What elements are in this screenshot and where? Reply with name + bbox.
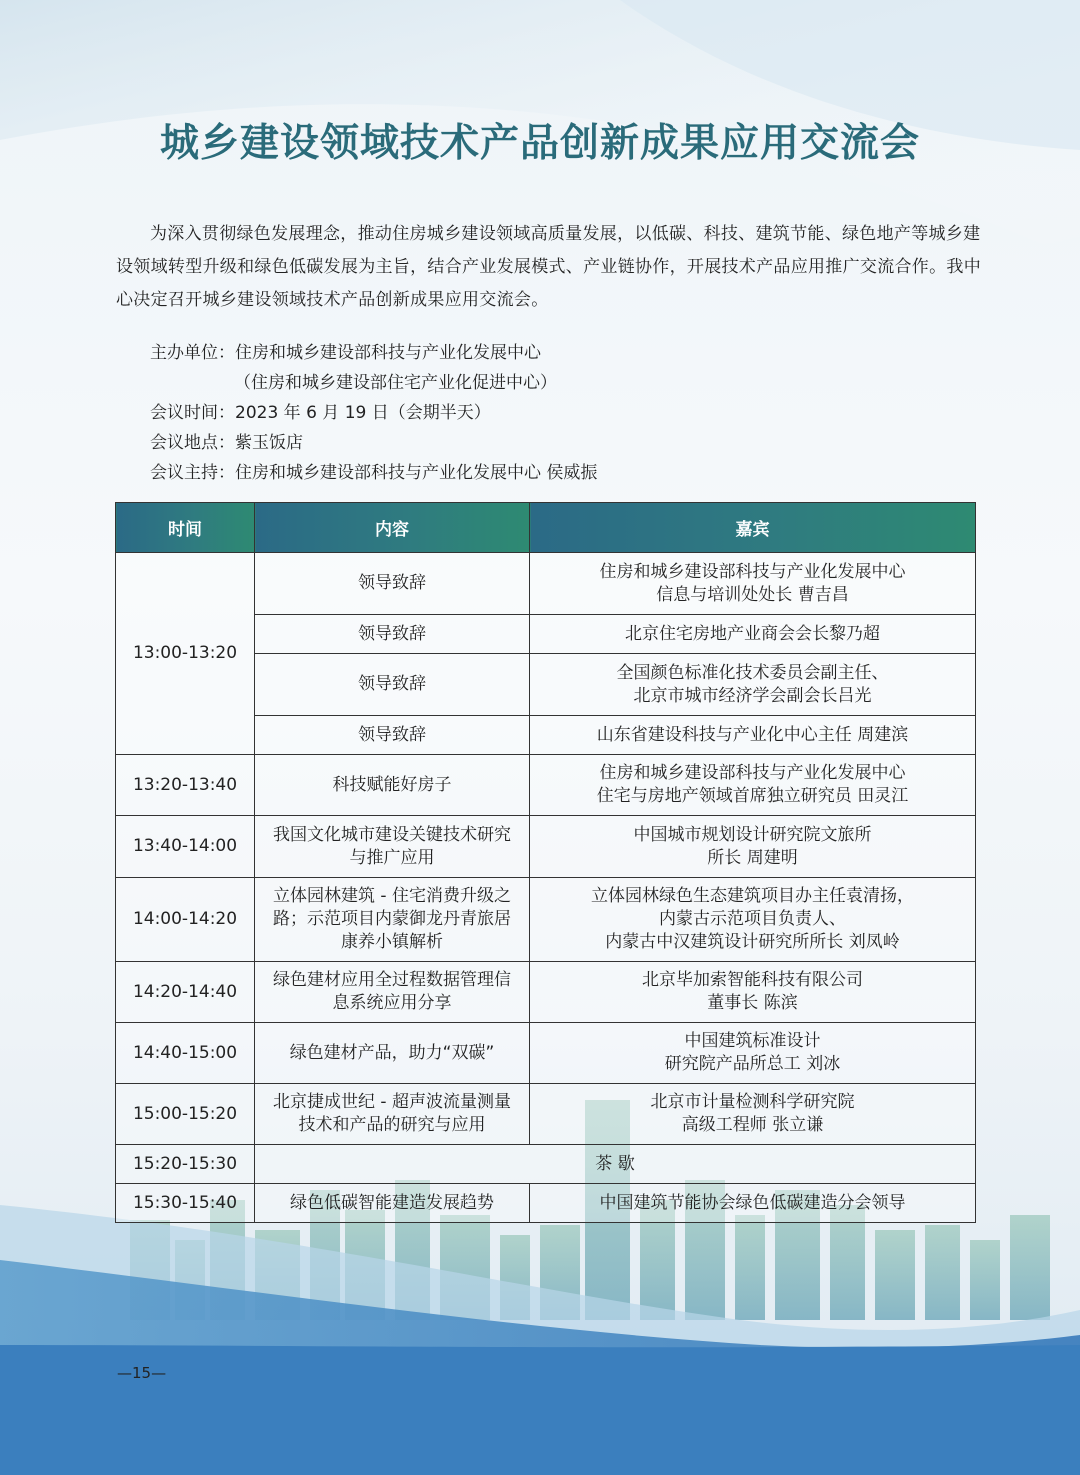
organizer-alt: （住房和城乡建设部住宅产业化促进中心） — [234, 373, 557, 393]
header-guest: 嘉宾 — [530, 503, 976, 553]
guest-cell — [530, 553, 976, 615]
meeting-info — [150, 338, 597, 488]
schedule-table — [115, 502, 976, 1223]
topic-cell — [255, 816, 530, 878]
time-cell: 14:00-14:20 — [116, 878, 255, 962]
topic-line: 康养小镇解析 — [341, 932, 443, 952]
guest-line: 全国颜色标准化技术委员会副主任、 — [616, 662, 889, 683]
guest-line: 住房和城乡建设部科技与产业化发展中心 — [599, 561, 906, 582]
time-cell: 15:00-15:20 — [116, 1084, 255, 1145]
topic-cell: 领导致辞 — [255, 716, 530, 755]
guest-line: 北京毕加索智能科技有限公司 — [642, 970, 863, 990]
guest-cell — [530, 1184, 976, 1223]
guest-line: 北京市城市经济学会副会长吕光 — [633, 685, 872, 706]
time-cell: 13:00-13:20 — [116, 553, 255, 755]
guest-line: 住房和城乡建设部科技与产业化发展中心 — [599, 763, 906, 783]
page-number: —15— — [117, 1364, 167, 1382]
guest-cell — [530, 816, 976, 878]
table-row — [116, 878, 976, 962]
guest-line: 中国建筑节能协会绿色低碳建造分会领导 — [599, 1192, 906, 1213]
topic-line: 技术和产品的研究与应用 — [298, 1115, 486, 1135]
time-cell: 15:20-15:30 — [116, 1145, 255, 1184]
table-header-row — [116, 503, 976, 553]
meeting-venue: 会议地点：紫玉饭店 — [150, 433, 303, 453]
table-row — [116, 816, 976, 878]
guest-line: 北京住宅房地产业商会会长黎乃超 — [625, 623, 880, 644]
topic-cell: 领导致辞 — [255, 615, 530, 654]
guest-cell — [530, 962, 976, 1023]
topic-cell: 绿色低碳智能建造发展趋势 — [255, 1184, 530, 1223]
guest-line: 立体园林绿色生态建筑项目办主任袁清扬， — [591, 886, 914, 906]
time-cell: 13:20-13:40 — [116, 755, 255, 816]
break-cell: 茶 歇 — [255, 1145, 976, 1184]
table-row — [116, 755, 976, 816]
topic-cell — [255, 1084, 530, 1145]
intro-paragraph: 为深入贯彻绿色发展理念，推动住房城乡建设领域高质量发展，以低碳、科技、建筑节能、绿色地产等城乡建设领域转型升级和绿色低碳发展为主旨，结合产业发展模式、产业链协作，开展技术产品应用推广交流合作。我中心决定召开城乡建设领域技术产品创新成果应用交流会。 — [116, 224, 981, 310]
guest-cell — [530, 654, 976, 716]
page-title: 城乡建设领域技术产品创新成果应用交流会 — [159, 121, 920, 166]
topic-cell — [255, 878, 530, 962]
topic-line: 立体园林建筑 - 住宅消费升级之 — [273, 886, 511, 906]
guest-cell — [530, 878, 976, 962]
topic-cell — [255, 962, 530, 1023]
organizer: 主办单位：住房和城乡建设部科技与产业化发展中心 — [150, 343, 541, 363]
table-row — [116, 1084, 976, 1145]
guest-line: 北京市计量检测科学研究院 — [650, 1092, 855, 1112]
guest-line: 内蒙古示范项目负责人、 — [659, 909, 846, 929]
time-cell: 13:40-14:00 — [116, 816, 255, 878]
guest-line: 信息与培训处处长 曹吉昌 — [656, 584, 849, 605]
table-row — [116, 962, 976, 1023]
table-row — [116, 1184, 976, 1223]
topic-cell: 绿色建材产品，助力“双碳” — [255, 1023, 530, 1084]
topic-line: 绿色建材应用全过程数据管理信 — [273, 970, 511, 990]
table-row — [116, 1145, 976, 1184]
table-row — [116, 553, 976, 615]
header-content: 内容 — [255, 503, 530, 553]
time-cell: 14:40-15:00 — [116, 1023, 255, 1084]
time-cell: 15:30-15:40 — [116, 1184, 255, 1223]
topic-cell: 领导致辞 — [255, 654, 530, 716]
guest-cell — [530, 1084, 976, 1145]
topic-cell: 领导致辞 — [255, 553, 530, 615]
guest-line: 研究院产品所总工 刘冰 — [664, 1054, 841, 1074]
guest-line: 中国建筑标准设计 — [684, 1031, 821, 1051]
topic-line: 息系统应用分享 — [332, 993, 452, 1013]
guest-line: 所长 周建明 — [707, 847, 798, 868]
guest-cell — [530, 716, 976, 755]
guest-cell — [530, 1023, 976, 1084]
meeting-time: 会议时间：2023 年 6 月 19 日（会期半天） — [150, 403, 491, 423]
time-cell: 14:20-14:40 — [116, 962, 255, 1023]
guest-line: 内蒙古中汉建筑设计研究所所长 刘凤岭 — [605, 932, 900, 952]
guest-cell — [530, 615, 976, 654]
guest-line: 董事长 陈滨 — [707, 993, 798, 1013]
guest-line: 住宅与房地产领域首席独立研究员 田灵江 — [596, 786, 909, 806]
topic-line: 与推广应用 — [349, 847, 435, 868]
guest-cell — [530, 755, 976, 816]
table-row — [116, 1023, 976, 1084]
guest-line: 高级工程师 张立谦 — [681, 1115, 824, 1135]
topic-line: 北京捷成世纪 - 超声波流量测量 — [273, 1092, 511, 1112]
topic-line: 路；示范项目内蒙御龙丹青旅居 — [273, 909, 511, 929]
guest-line: 山东省建设科技与产业化中心主任 周建滨 — [596, 724, 909, 745]
header-time: 时间 — [116, 503, 255, 553]
topic-line: 我国文化城市建设关键技术研究 — [273, 824, 511, 845]
guest-line: 中国城市规划设计研究院文旅所 — [633, 824, 872, 845]
meeting-host: 会议主持：住房和城乡建设部科技与产业化发展中心 侯威振 — [150, 463, 598, 483]
topic-cell: 科技赋能好房子 — [255, 755, 530, 816]
